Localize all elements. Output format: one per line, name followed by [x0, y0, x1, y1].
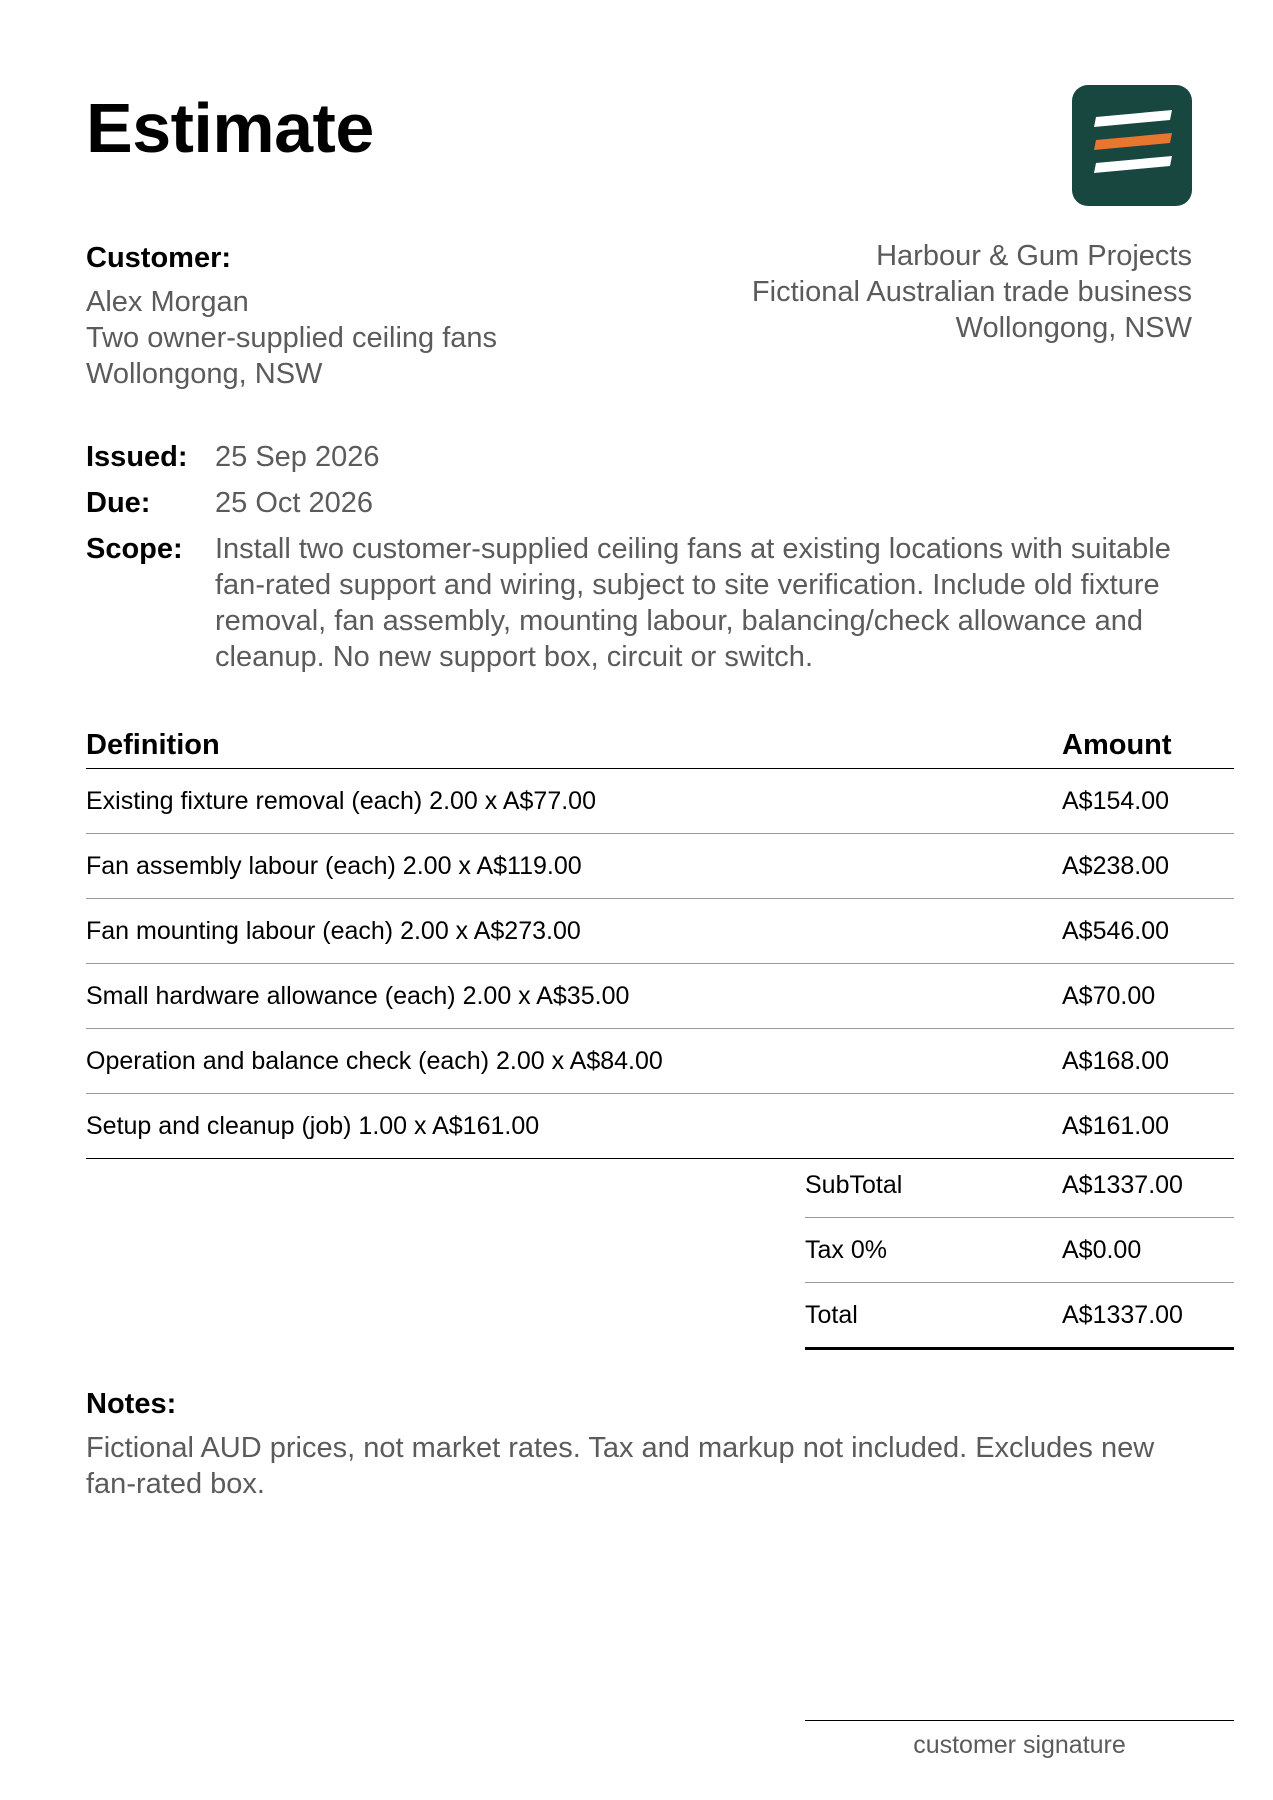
table-row	[86, 769, 1234, 834]
scope-row	[86, 526, 1234, 675]
row-definition: Fan assembly labour (each) 2.00 x A$119.00	[86, 851, 582, 880]
row-definition: Existing fixture removal (each) 2.00 x A$77.00	[86, 786, 596, 815]
total-value: A$1337.00	[1062, 1300, 1183, 1329]
row-amount: A$161.00	[1062, 1111, 1170, 1140]
table-row	[86, 964, 1234, 1029]
tax-row	[805, 1218, 1234, 1283]
scope-text: Install two customer-supplied ceiling fans at existing locations with suitable fan-rated support and wiring, subject to site verification. Include old fixture removal, fan assembly, mounting labour, balancing/check allowance and cleanup. No new support box, circuit or switch.	[215, 533, 1171, 673]
issued-label: Issued:	[86, 441, 188, 473]
table-row	[86, 899, 1234, 964]
due-row	[86, 480, 1234, 526]
issued-row	[86, 434, 1234, 480]
company-logo	[1072, 85, 1192, 206]
row-amount: A$238.00	[1062, 851, 1170, 880]
signature-caption: customer signature	[913, 1731, 1126, 1759]
signature-line	[805, 1720, 1234, 1760]
table-header	[86, 722, 1234, 769]
scope-label: Scope:	[86, 533, 183, 565]
company-name: Harbour & Gum Projects	[876, 240, 1192, 272]
totals-block	[805, 1153, 1234, 1350]
notes-block	[86, 1384, 1234, 1502]
table-row	[86, 1094, 1234, 1159]
estimate-meta	[86, 434, 1234, 675]
customer-name: Alex Morgan	[86, 286, 249, 318]
row-definition: Small hardware allowance (each) 2.00 x A$35.00	[86, 981, 630, 1010]
company-location: Wollongong, NSW	[955, 312, 1192, 344]
subtotal-label: SubTotal	[805, 1170, 903, 1199]
document-title: Estimate	[86, 89, 374, 167]
table-row	[86, 834, 1234, 899]
company-block	[592, 238, 1192, 346]
company-tagline: Fictional Australian trade business	[751, 276, 1192, 308]
row-definition: Fan mounting labour (each) 2.00 x A$273.00	[86, 916, 581, 945]
total-label: Total	[805, 1300, 858, 1329]
subtotal-value: A$1337.00	[1062, 1170, 1183, 1199]
amount-header: Amount	[1062, 728, 1172, 761]
due-label: Due:	[86, 487, 151, 519]
row-amount: A$168.00	[1062, 1046, 1170, 1075]
layers-logo-icon	[1072, 85, 1192, 206]
customer-label: Customer:	[86, 242, 232, 274]
tax-value: A$0.00	[1062, 1235, 1142, 1264]
notes-text: Fictional AUD prices, not market rates. Tax and markup not included. Excludes new fan-rated box.	[86, 1432, 1155, 1500]
issued-date: 25 Sep 2026	[215, 441, 380, 473]
customer-job: Two owner-supplied ceiling fans	[86, 322, 498, 354]
subtotal-row	[805, 1153, 1234, 1218]
row-definition: Setup and cleanup (job) 1.00 x A$161.00	[86, 1111, 540, 1140]
notes-label: Notes:	[86, 1388, 177, 1420]
table-row	[86, 1029, 1234, 1094]
estimate-page	[86, 0, 1234, 1800]
row-amount: A$154.00	[1062, 786, 1170, 815]
line-items-table	[86, 722, 1234, 1159]
row-amount: A$546.00	[1062, 916, 1170, 945]
tax-label: Tax 0%	[805, 1235, 887, 1264]
due-date: 25 Oct 2026	[215, 487, 373, 519]
definition-header: Definition	[86, 728, 220, 761]
row-definition: Operation and balance check (each) 2.00 x A$84.00	[86, 1046, 663, 1075]
total-row	[805, 1283, 1234, 1350]
customer-location: Wollongong, NSW	[86, 358, 323, 390]
row-amount: A$70.00	[1062, 981, 1156, 1010]
